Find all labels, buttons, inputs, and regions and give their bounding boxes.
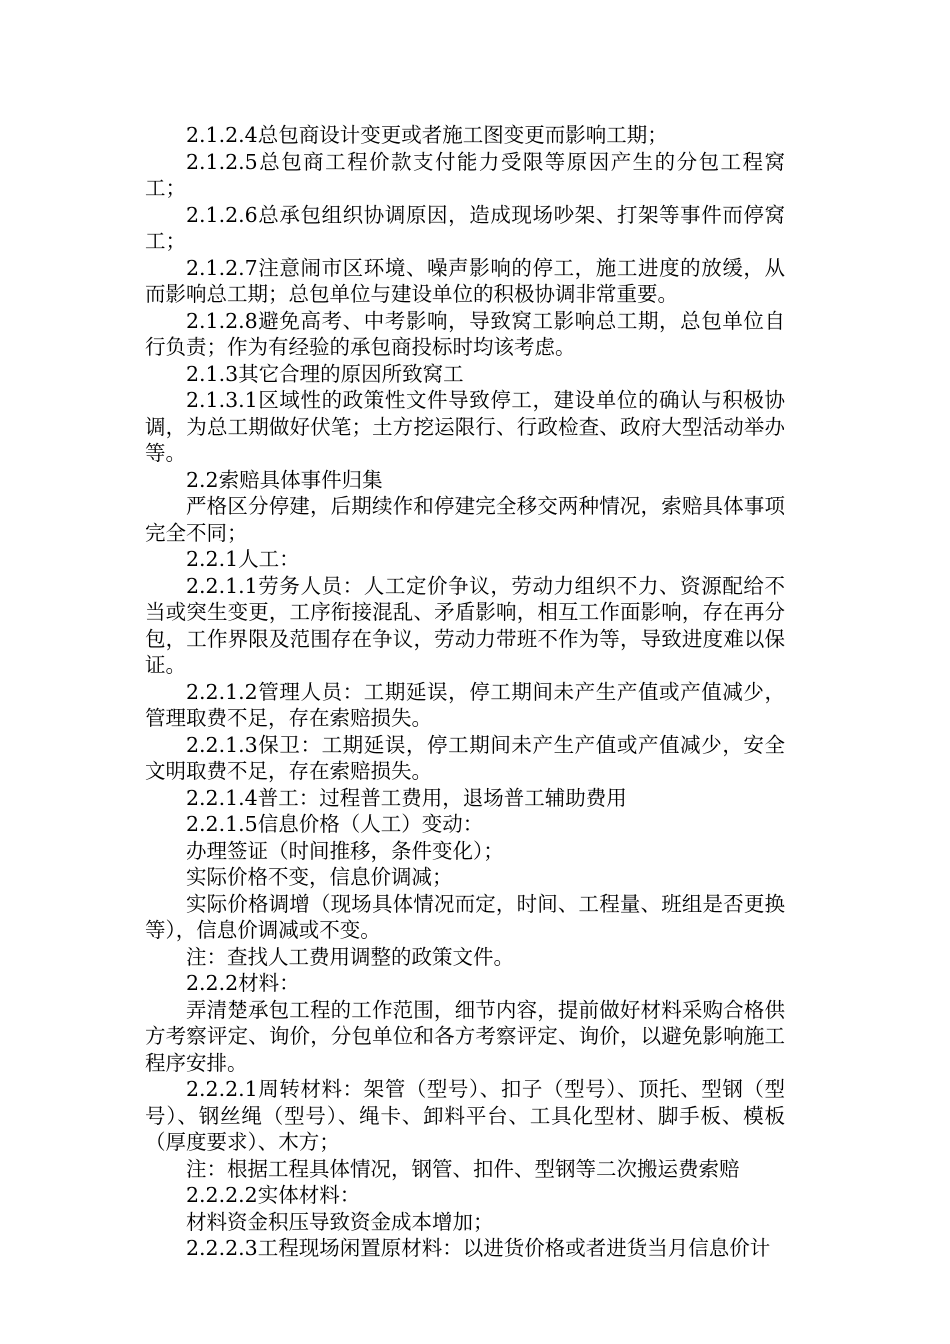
paragraph-2-1-3-1: 2.1.3.1区域性的政策性文件导致停工，建设单位的确认与积极协调，为总工期做好伏笔；土方挖运限行、行政检查、政府大型活动举办等。 xyxy=(145,388,785,465)
paragraph-2-1-2-7: 2.1.2.7注意闹市区环境、噪声影响的停工，施工进度的放缓，从而影响总工期；总包单位与建设单位的积极协调非常重要。 xyxy=(145,255,785,306)
heading-2-1-3: 2.1.3其它合理的原因所致窝工 xyxy=(186,361,464,386)
paragraph-2-2-1-1: 2.2.1.1劳务人员：人工定价争议，劳动力组织不力、资源配给不当或突生变更，工序衔接混乱、矛盾影响，相互工作面影响，存在再分包，工作界限及范围存在争议，劳动力带班不作为等，导致进度难以保证。 xyxy=(145,573,785,677)
paragraph-2-2-1-2: 2.2.1.2管理人员：工期延误，停工期间未产生产值或产值减少，管理取费不足，存在索赔损失。 xyxy=(145,679,785,730)
heading-2-2-1: 2.2.1人工： xyxy=(186,547,300,571)
paragraph-2-2-1-3: 2.2.1.3保卫：工期延误，停工期间未产生产值或产值减少，安全文明取费不足，存在索赔损失。 xyxy=(145,732,785,783)
paragraph-2-2-2-1: 2.2.2.1周转材料：架管（型号）、扣子（型号）、顶托、型钢（型号）、钢丝绳（型号）、绳卡、卸料平台、工具化型材、脚手板、模板（厚度要求）、木方； xyxy=(145,1077,785,1154)
note-labor-policy: 注：查找人工费用调整的政策文件。 xyxy=(186,944,514,969)
paragraph-capital-cost: 材料资金积压导致资金成本增加； xyxy=(186,1209,494,1234)
document-page xyxy=(145,122,785,1262)
paragraph-claims-intro: 严格区分停建，后期续作和停建完全移交两种情况，索赔具体事项完全不同； xyxy=(145,494,785,545)
paragraph-price-unchanged: 实际价格不变，信息价调减； xyxy=(186,865,453,889)
paragraph-visa: 办理签证（时间推移，条件变化）； xyxy=(186,838,504,863)
paragraph-2-2-1-5: 2.2.1.5信息价格（人工）变动： xyxy=(186,812,484,836)
paragraph-2-2-2-3: 2.2.2.3工程现场闲置原材料：以进货价格或者进货当月信息价计 xyxy=(186,1236,771,1260)
heading-2-2-2: 2.2.2材料： xyxy=(186,971,300,995)
paragraph-2-1-2-8: 2.1.2.8避免高考、中考影响，导致窝工影响总工期，总包单位自行负责；作为有经验的承包商投标时均该考虑。 xyxy=(145,308,785,359)
paragraph-2-2-1-4: 2.2.1.4普工：过程普工费用，退场普工辅助费用 xyxy=(186,785,627,810)
paragraph-materials-intro: 弄清楚承包工程的工作范围，细节内容，提前做好材料采购合格供方考察评定、询价，分包单位和各方考察评定、询价，以避免影响施工程序安排。 xyxy=(145,997,785,1075)
paragraph-2-1-2-5: 2.1.2.5总包商工程价款支付能力受限等原因产生的分包工程窝工； xyxy=(145,149,785,200)
heading-2-2: 2.2索赔具体事件归集 xyxy=(186,467,383,492)
paragraph-price-increase: 实际价格调增（现场具体情况而定，时间、工程量、班组是否更换等），信息价调减或不变。 xyxy=(145,891,785,942)
paragraph-2-1-2-4: 2.1.2.4总包商设计变更或者施工图变更而影响工期； xyxy=(186,123,668,147)
paragraph-2-1-2-6: 2.1.2.6总承包组织协调原因，造成现场吵架、打架等事件而停窝工； xyxy=(145,202,785,253)
note-secondary-transport: 注：根据工程具体情况，钢管、扣件、型钢等二次搬运费索赔 xyxy=(186,1156,740,1181)
heading-2-2-2-2: 2.2.2.2实体材料： xyxy=(186,1183,361,1207)
